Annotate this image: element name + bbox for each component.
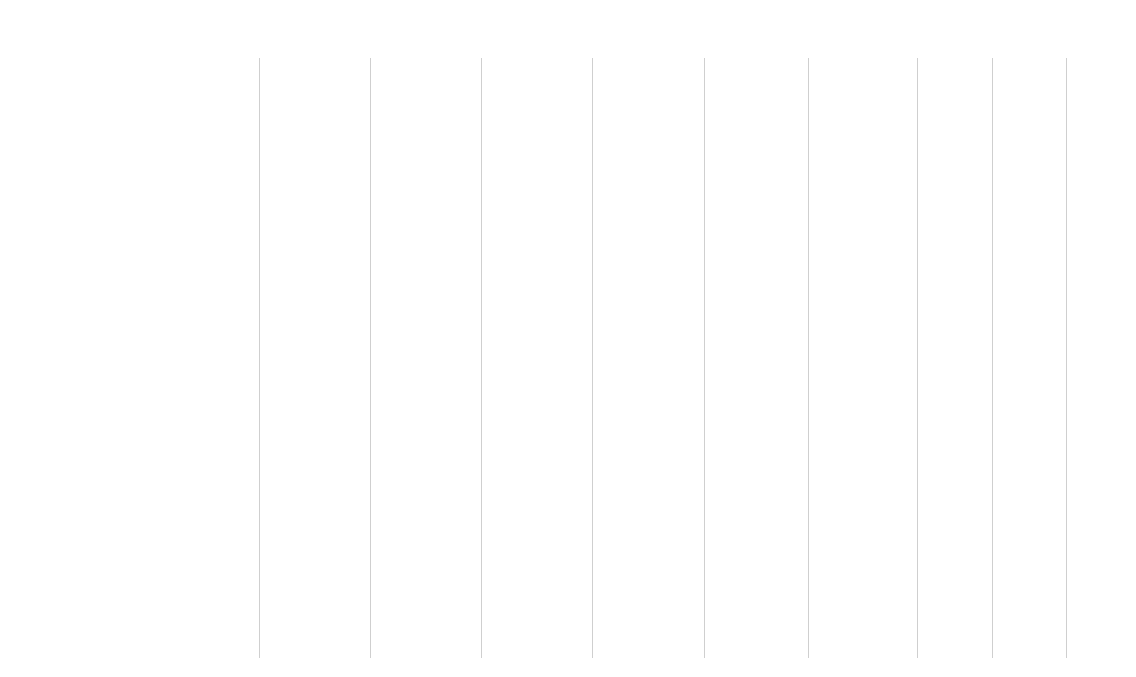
column-divider [1066,58,1067,658]
column-divider [808,58,809,658]
column-divider [992,58,993,658]
column-divider [259,58,260,658]
column-divider [481,58,482,658]
column-divider [370,58,371,658]
column-divider [592,58,593,658]
column-divider [917,58,918,658]
column-divider [704,58,705,658]
